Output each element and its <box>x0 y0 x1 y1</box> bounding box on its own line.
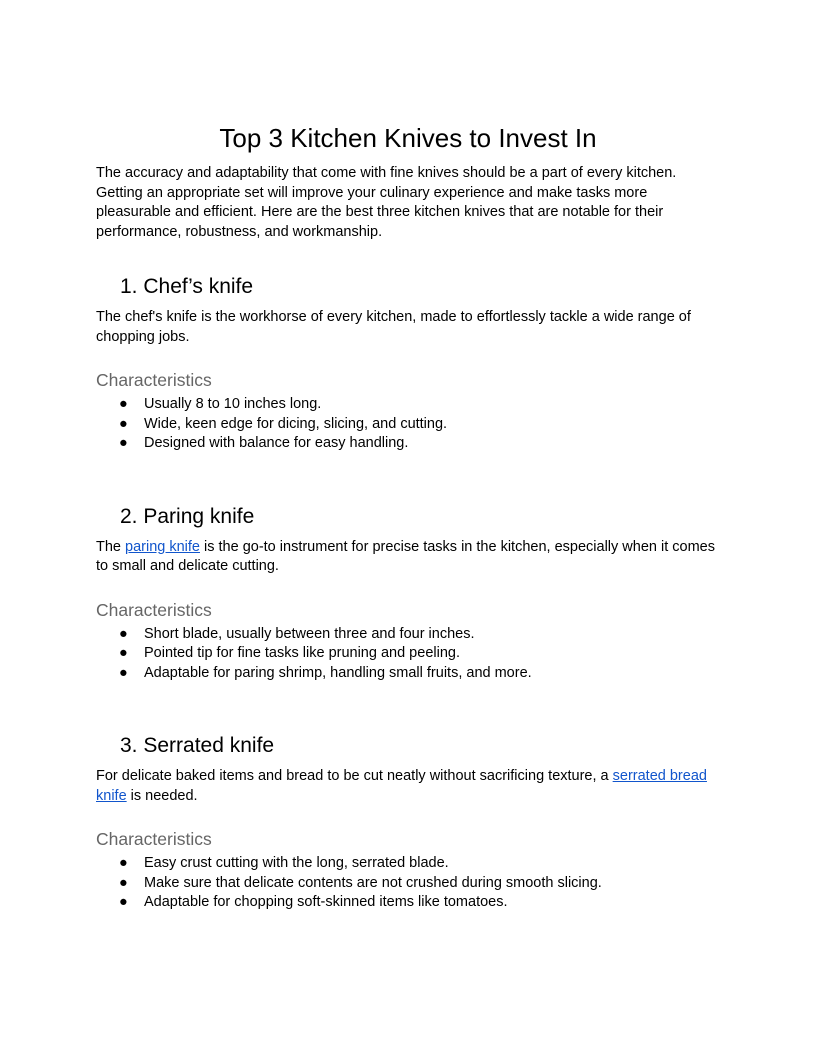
description-text: The <box>96 538 126 555</box>
bullet-icon: ● <box>119 664 128 681</box>
paring-knife-link[interactable]: paring knife <box>125 538 200 555</box>
description-text: For delicate baked items and bread to be cut neatly without sacrificing texture, a <box>96 768 613 784</box>
characteristics-list <box>96 854 720 913</box>
section-description <box>96 767 720 806</box>
section-description: The chef's knife is the workhorse of every kitchen, made to effortlessly tackle a wide range of chopping jobs. <box>96 309 691 345</box>
list-item <box>96 625 720 645</box>
list-item-text: Make sure that delicate contents are not crushed during smooth slicing. <box>144 874 602 891</box>
list-item <box>96 395 720 415</box>
bullet-icon: ● <box>119 435 128 451</box>
list-item-text: Adaptable for chopping soft-skinned items like tomatoes. <box>144 894 508 910</box>
characteristics-subheading: Characteristics <box>96 599 212 620</box>
list-item <box>96 664 720 684</box>
list-item-text: Adaptable for paring shrimp, handling small fruits, and more. <box>144 664 532 681</box>
serrated-bread-knife-link[interactable]: serrated bread knife <box>96 768 707 804</box>
characteristics-subheading: Characteristics <box>96 370 212 390</box>
section-heading-serrated-knife: 3. Serrated knife <box>120 734 275 757</box>
list-item-text: Wide, keen edge for dicing, slicing, and cutting. <box>144 415 448 432</box>
list-item-text: Pointed tip for fine tasks like pruning and peeling. <box>144 645 460 661</box>
bullet-icon: ● <box>119 415 128 432</box>
bullet-icon: ● <box>119 396 128 412</box>
list-item-text: Short blade, usually between three and four inches. <box>144 625 475 642</box>
description-text: is needed. <box>126 787 198 804</box>
bullet-icon: ● <box>119 645 128 661</box>
document-page <box>96 96 720 913</box>
characteristics-list <box>96 395 720 454</box>
bullet-icon: ● <box>119 894 128 910</box>
bullet-icon: ● <box>119 874 128 891</box>
characteristics-list <box>96 625 720 684</box>
characteristics-subheading: Characteristics <box>96 829 212 849</box>
bullet-icon: ● <box>119 855 128 871</box>
bullet-icon: ● <box>119 625 128 642</box>
section-heading-chefs-knife: 1. Chef’s knife <box>120 275 254 298</box>
list-item-text: Usually 8 to 10 inches long. <box>144 396 322 412</box>
list-item-text: Easy crust cutting with the long, serrated blade. <box>144 855 449 871</box>
list-item <box>96 854 720 874</box>
list-item <box>96 644 720 664</box>
list-item-text: Designed with balance for easy handling. <box>144 435 409 451</box>
page-title: Top 3 Kitchen Knives to Invest In <box>219 123 597 153</box>
section-description <box>96 538 720 577</box>
list-item <box>96 415 720 435</box>
list-item <box>96 874 720 894</box>
description-text: is the go-to instrument for precise tasks in the kitchen, especially when it comes to small and delicate cutting. <box>96 538 715 574</box>
section-heading-paring-knife: 2. Paring knife <box>120 504 255 528</box>
list-item <box>96 434 720 454</box>
intro-paragraph: The accuracy and adaptability that come with fine knives should be a part of every kitchen. Getting an appropriate set will improve your culinary experience and make tasks more pleasurable and efficient. Here are the best three kitchen knives that are notable for their performance, robustness, and workmanship. <box>96 165 677 240</box>
list-item <box>96 893 720 913</box>
